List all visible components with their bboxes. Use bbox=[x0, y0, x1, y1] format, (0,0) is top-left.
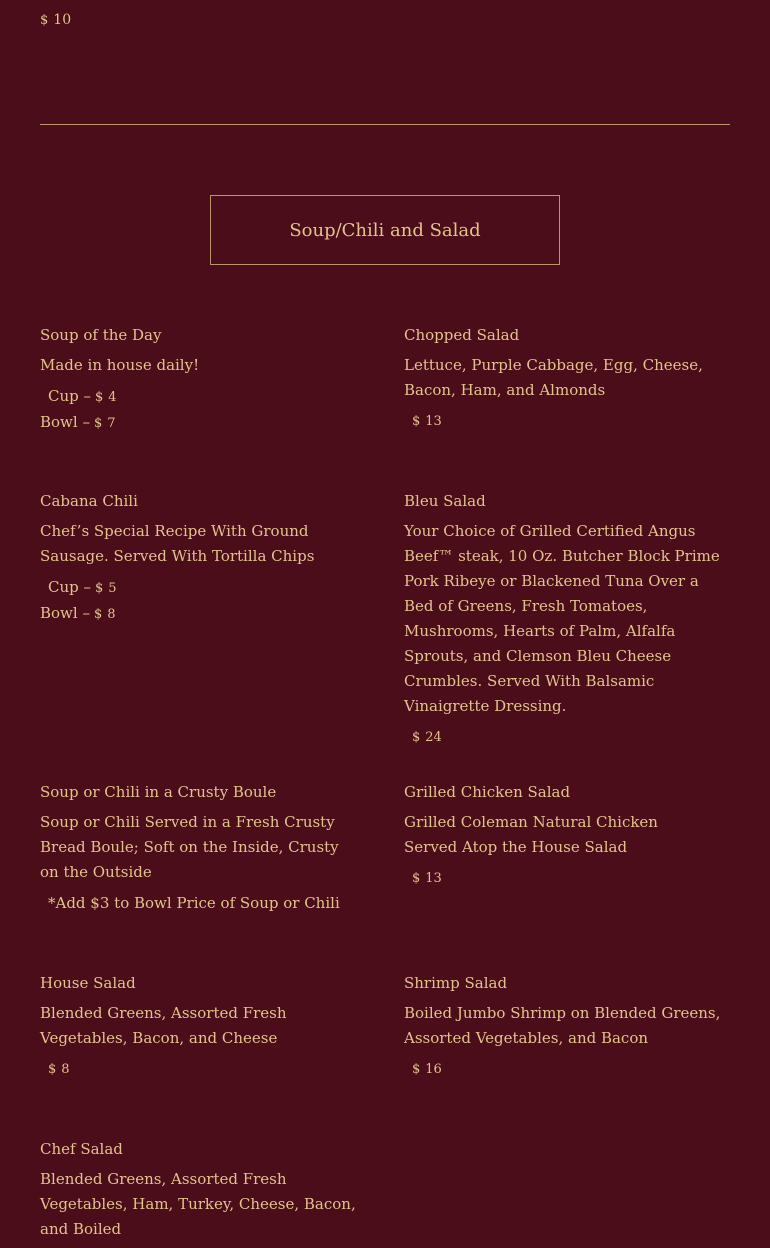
item-description: Blended Greens, Assorted Fresh Vegetables, Ham, Turkey, Cheese, Bacon, and Boiled bbox=[40, 1170, 356, 1238]
currency-symbol: $ bbox=[412, 871, 421, 886]
menu-item-house-salad bbox=[40, 973, 370, 1082]
bowl-price bbox=[40, 601, 365, 627]
price-amount: 5 bbox=[108, 581, 117, 596]
menu-item-grilled-chicken-salad bbox=[404, 782, 714, 891]
price-amount: 24 bbox=[425, 730, 442, 745]
item-description: Your Choice of Grilled Certified Angus Beef™ steak, 10 Oz. Butcher Block Prime Pork Ribeye or Blackened Tuna Over a Bed of Greens, Fresh Tomatoes, Mushrooms, Hearts of Palm, Alfalfa Sprouts, and Clemson Bleu Cheese Crumbles. Served With Balsamic Vinaigrette Dressing. bbox=[404, 522, 720, 715]
currency-symbol: $ bbox=[40, 13, 49, 28]
item-name: Bleu Salad bbox=[404, 492, 486, 510]
item-name: Cabana Chili bbox=[40, 492, 138, 510]
bowl-label: Bowl – bbox=[40, 604, 90, 622]
item-description: Boiled Jumbo Shrimp on Blended Greens, Assorted Vegetables, and Bacon bbox=[404, 1004, 721, 1047]
currency-symbol: $ bbox=[93, 607, 103, 622]
price-amount: 16 bbox=[425, 1062, 442, 1077]
bowl-price bbox=[40, 410, 365, 436]
item-name: Shrimp Salad bbox=[404, 974, 508, 992]
cup-price bbox=[40, 384, 365, 410]
menu-item-chopped-salad bbox=[404, 325, 729, 434]
price-amount: 13 bbox=[425, 414, 442, 429]
price-amount: 13 bbox=[425, 871, 442, 886]
price-amount: 8 bbox=[107, 607, 116, 622]
currency-symbol: $ bbox=[412, 414, 421, 429]
currency-symbol: $ bbox=[48, 1062, 57, 1077]
item-note: *Add $3 to Bowl Price of Soup or Chili bbox=[48, 894, 340, 912]
item-description: Chef’s Special Recipe With Ground Sausage. Served With Tortilla Chips bbox=[40, 522, 315, 565]
item-description: Made in house daily! bbox=[40, 356, 200, 374]
item-price bbox=[40, 1057, 370, 1082]
currency-symbol: $ bbox=[93, 416, 103, 431]
price-amount: 4 bbox=[108, 390, 117, 405]
item-description: Soup or Chili Served in a Fresh Crusty Bread Boule; Soft on the Inside, Crusty on the Outside bbox=[40, 813, 339, 881]
item-description: Lettuce, Purple Cabbage, Egg, Cheese, Bacon, Ham, and Almonds bbox=[404, 356, 703, 399]
item-name: Soup of the Day bbox=[40, 326, 162, 344]
price-amount: 8 bbox=[61, 1062, 70, 1077]
currency-symbol: $ bbox=[95, 390, 104, 405]
currency-symbol: $ bbox=[95, 581, 104, 596]
item-name: Chopped Salad bbox=[404, 326, 520, 344]
cup-label: Cup – bbox=[48, 387, 92, 405]
menu-item-shrimp-salad bbox=[404, 973, 724, 1082]
previous-item-price bbox=[40, 12, 71, 28]
section-divider bbox=[40, 124, 730, 125]
cup-label: Cup – bbox=[48, 578, 92, 596]
section-title-soup-chili-salad[interactable]: Soup/Chili and Salad bbox=[210, 195, 560, 265]
price-amount: 7 bbox=[107, 416, 116, 431]
currency-symbol: $ bbox=[412, 730, 421, 745]
item-price bbox=[404, 409, 729, 434]
menu-item-crusty-boule bbox=[40, 782, 360, 916]
item-price bbox=[404, 866, 714, 891]
item-name: Grilled Chicken Salad bbox=[404, 783, 571, 801]
item-price bbox=[404, 1057, 724, 1082]
currency-symbol: $ bbox=[412, 1062, 421, 1077]
item-description: Blended Greens, Assorted Fresh Vegetables, Bacon, and Cheese bbox=[40, 1004, 287, 1047]
menu-item-bleu-salad bbox=[404, 491, 724, 750]
menu-item-cabana-chili bbox=[40, 491, 365, 627]
item-name: Soup or Chili in a Crusty Boule bbox=[40, 783, 277, 801]
bowl-label: Bowl – bbox=[40, 413, 90, 431]
item-description: Grilled Coleman Natural Chicken Served Atop the House Salad bbox=[404, 813, 658, 856]
cup-price bbox=[40, 575, 365, 601]
item-price bbox=[404, 725, 724, 750]
menu-item-chef-salad bbox=[40, 1139, 370, 1248]
item-name: Chef Salad bbox=[40, 1140, 123, 1158]
menu-item-soup-of-the-day bbox=[40, 325, 365, 436]
item-name: House Salad bbox=[40, 974, 136, 992]
price-amount: 10 bbox=[53, 12, 72, 28]
